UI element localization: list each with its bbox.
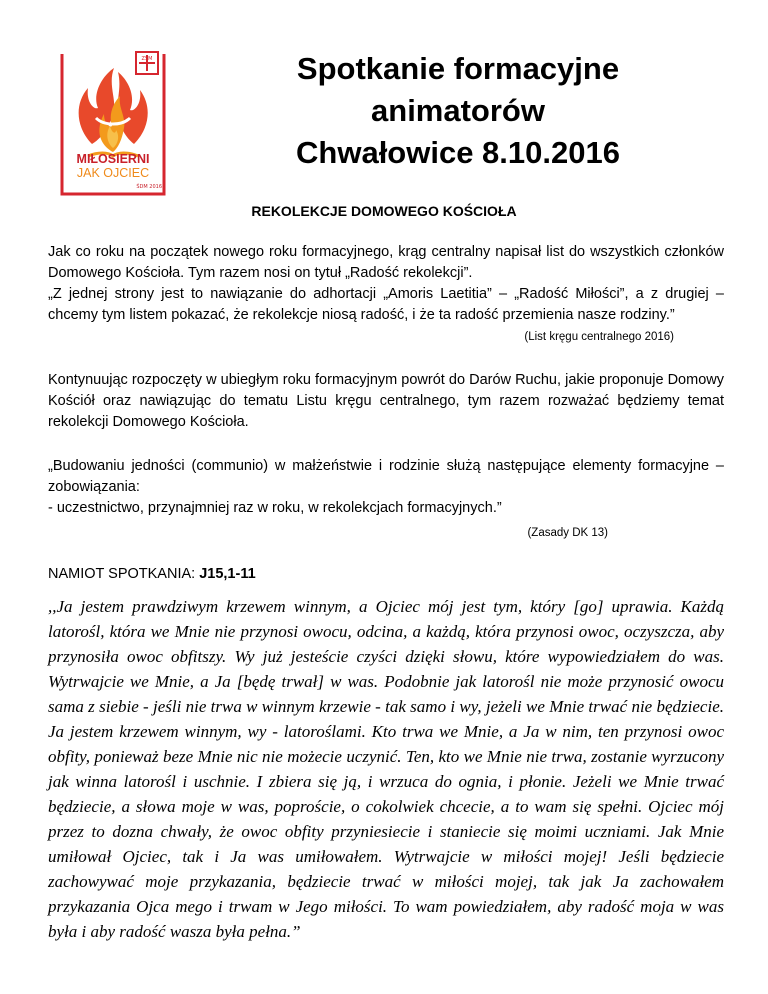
quote-citation: (Zasady DK 13) [527, 527, 608, 539]
intro-paragraph [48, 242, 724, 326]
milosierni-logo [58, 48, 168, 198]
logo-footer: ŚDM 2016 [136, 184, 162, 190]
quote-text-1: „Budowaniu jedności (communio) w małżeństwie i rodzinie służą następujące elementy formacyjne – zobowiązania: [48, 458, 724, 495]
intro-text-1: Jak co roku na początek nowego roku formacyjnego, krąg centralny napisał list do wszystkich członków Domowego Kościoła. Tym razem nosi on tytuł „Radość rekolekcji”. [48, 244, 724, 281]
page-title [248, 48, 668, 174]
intro-text-2: „Z jednej strony jest to nawiązanie do adhortacji „Amoris Laetitia” – „Radość Miłości”, a z drugiej – chcemy tym listem pokazać, że rekolekcje niosą radość, i że ta radość przemienia nasze rodziny.” [48, 286, 724, 323]
title-line-3: Chwałowice 8.10.2016 [296, 135, 620, 170]
quote-text-2: - uczestnictwo, przynajmniej raz w roku, w rekolekcjach formacyjnych.” [48, 500, 502, 516]
logo-line2: JAK OJCIEC [76, 166, 150, 180]
namiot-label: NAMIOT SPOTKANIA: [48, 566, 200, 582]
logo-badge-text: ZŚM [141, 56, 153, 62]
continuation-text: Kontynuując rozpoczęty w ubiegłym roku formacyjnym powrót do Darów Ruchu, jakie proponuje Domowy Kościół oraz nawiązując do tematu Listu kręgu centralnego, tym razem rozważać będziemy temat rekolekcji Domowego Kościoła. [48, 372, 724, 430]
title-line-1: Spotkanie formacyjne [296, 51, 620, 86]
continuation-paragraph [48, 370, 724, 433]
title-line-2: animatorów [371, 93, 545, 128]
namiot-heading [48, 566, 256, 582]
section-heading: REKOLEKCJE DOMOWEGO KOŚCIOŁA [251, 203, 517, 219]
quote-paragraph [48, 456, 724, 519]
scripture-passage: ,,Ja jestem prawdziwym krzewem winnym, a Ojciec mój jest tym, który [go] uprawia. Każdą latorośl, która we Mnie nie przynosi owocu, odcina, a każdą, która przynosi owoc, oczyszcza, aby przynosiła owoc obfitszy. Wy już jesteście czyści dzięki słowu, które wypowiedziałem do was. Wytrwajcie we Mnie, a Ja [będę trwał] w was. Podobnie jak latorośl nie może przynosić owocu sama z siebie - jeśli nie trwa w winnym krzewie - tak samo i wy, jeżeli we Mnie trwać nie będziecie. Ja jestem krzewem winnym, wy - latoroślami. Kto trwa we Mnie, a Ja w nim, ten przynosi owoc obfity, ponieważ beze Mnie nic nie możecie uczynić. Ten, kto we Mnie nie trwa, zostanie wyrzucony jak winna latorośl i uschnie. I zbiera się ją, i wrzuca do ognia, i płonie. Jeżeli we Mnie trwać będziecie, a słowa moje w was, poproście, o cokolwiek chcecie, a to wam się spełni. Ojciec mój przez to dozna chwały, że owoc obfity przyniesiecie i staniecie się moimi uczniami. Jak Mnie umiłował Ojciec, tak i Ja was umiłowałem. Wytrwajcie w miłości mojej! Jeśli będziecie zachowywać moje przykazania, będziecie trwać w miłości mojej, tak jak Ja zachowałem przykazania Ojca mego i trwam w Jego miłości. To wam powiedziałem, aby radość moja w was była i aby radość wasza była pełna.” [48, 597, 724, 941]
logo-line1: MIŁOSIERNI [76, 152, 150, 166]
intro-citation: (List kręgu centralnego 2016) [524, 331, 674, 343]
namiot-reference: J15,1-11 [199, 566, 256, 582]
